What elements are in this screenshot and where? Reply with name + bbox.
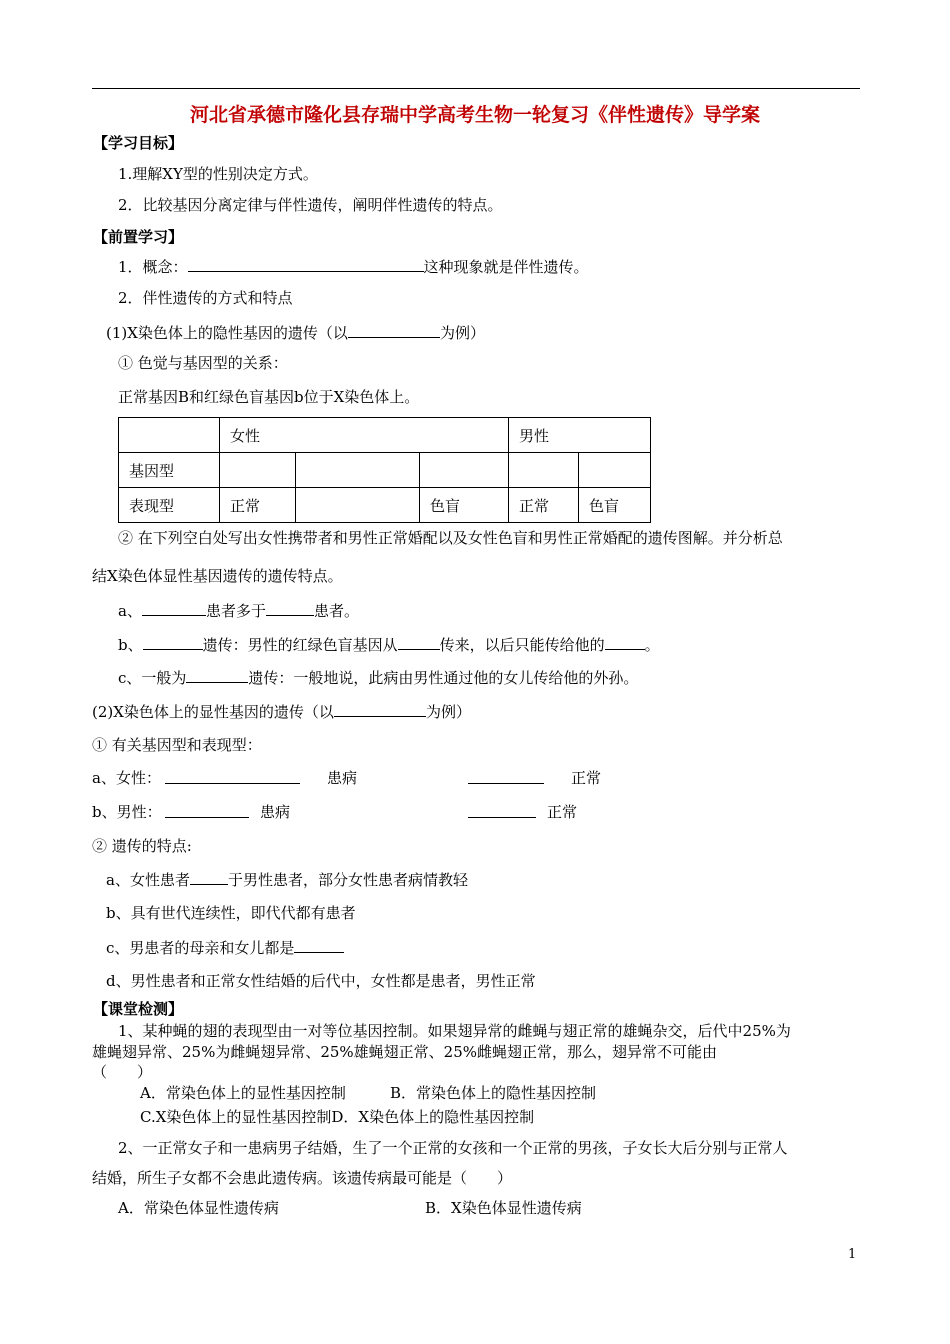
trait-b-mid2: 传来，以后只能传给他的 — [439, 636, 605, 654]
part-1-line — [106, 322, 485, 343]
concept-line — [118, 256, 589, 277]
item-2-line: 2．伴性遗传的方式和特点 — [118, 289, 293, 307]
dominant-trait-a — [106, 869, 468, 890]
genotype-cell[interactable] — [420, 453, 509, 488]
phenotype-cell: 色盲 — [420, 488, 509, 523]
female-label: a、女性： — [92, 769, 161, 787]
heading-preview-text: 【前置学习】 — [93, 228, 184, 246]
dominant-trait-a-suffix: 于男性患者，部分女性患者病情教轻 — [227, 871, 468, 889]
header-rule — [92, 88, 860, 89]
goal-item-2: 2．比较基因分离定律与伴性遗传，阐明伴性遗传的特点。 — [118, 196, 503, 214]
male-normal-label: 正常 — [547, 803, 578, 821]
part-2-prefix: (2)X染色体上的显性基因的遗传（以 — [92, 703, 334, 721]
trait-b-blank-1[interactable] — [143, 634, 203, 650]
genotype-cell[interactable] — [296, 453, 420, 488]
phenotype-cell: 正常 — [220, 488, 296, 523]
trait-a-mid: 患者多于 — [205, 602, 266, 620]
phenotype-cell: 正常 — [509, 488, 579, 523]
question-1-answer-paren[interactable]: （ ） — [92, 1063, 153, 1081]
question-1-option-a[interactable]: A．常染色体上的显性基因控制 — [140, 1084, 346, 1102]
goal-item-1: 1.理解XY型的性别决定方式。 — [118, 165, 318, 183]
phenotype-cell: 色盲 — [579, 488, 651, 523]
question-2-line-1: 2、一正常女子和一患病男子结婚，生了一个正常的女孩和一个正常的男孩，子女长大后分别与正常人 — [118, 1139, 788, 1157]
male-label: b、男性： — [92, 803, 162, 821]
question-1-line-2: 雄蝇翅异常、25%为雌蝇翅异常、25%雄蝇翅正常、25%雌蝇翅正常，那么，翅异常不可能由 — [92, 1043, 718, 1061]
heading-learning-goals: 【学习目标】 — [93, 134, 184, 152]
dominant-trait-c-prefix: c、男患者的母亲和女儿都是 — [106, 939, 295, 957]
part-1-blank[interactable] — [348, 322, 440, 338]
instruction-line-1: ② 在下列空白处写出女性携带者和男性正常婚配以及女性色盲和男性正常婚配的遗传图解。并分析总 — [118, 529, 783, 547]
trait-b-mid: 遗传：男性的红绿色盲基因从 — [202, 636, 398, 654]
part-2-suffix: 为例） — [425, 703, 471, 721]
trait-c-prefix: c、一般为 — [118, 669, 187, 687]
heading-class-check: 【课堂检测】 — [93, 1000, 184, 1018]
table-corner-cell — [119, 418, 220, 453]
female-sick-label: 患病 — [327, 769, 358, 787]
inheritance-traits-heading: ② 遗传的特点: — [92, 837, 192, 855]
dominant-trait-a-blank[interactable] — [190, 869, 228, 885]
part-2-blank[interactable] — [334, 701, 426, 717]
heading-preview — [93, 227, 183, 247]
female-sick-blank[interactable] — [165, 768, 300, 784]
trait-b-prefix: b、 — [118, 636, 143, 654]
concept-blank[interactable] — [188, 256, 424, 272]
question-1-option-b[interactable]: B．常染色体上的隐性基因控制 — [390, 1084, 597, 1102]
trait-c-line — [118, 667, 638, 688]
document-title: 河北省承德市隆化县存瑞中学高考生物一轮复习《伴性遗传》导学案 — [189, 104, 760, 126]
question-1-options-cd[interactable]: C.X染色体上的显性基因控制D．X染色体上的隐性基因控制 — [140, 1108, 535, 1126]
trait-b-line — [118, 634, 660, 655]
trait-a-line — [118, 600, 359, 621]
table-row-genotype-label: 基因型 — [119, 453, 220, 488]
dominant-trait-c — [106, 937, 344, 958]
table-row-phenotype-label: 表现型 — [119, 488, 220, 523]
male-sick-blank[interactable] — [165, 802, 249, 818]
trait-b-blank-2[interactable] — [398, 634, 440, 650]
part-1-prefix: (1)X染色体上的隐性基因的遗传（以 — [106, 324, 348, 342]
question-2-option-b[interactable]: B．X染色体显性遗传病 — [425, 1199, 582, 1217]
dominant-trait-c-blank[interactable] — [294, 937, 344, 953]
part-2-line — [92, 701, 471, 722]
color-vision-heading: ① 色觉与基因型的关系： — [118, 354, 288, 372]
trait-b-suffix: 。 — [644, 636, 660, 654]
concept-suffix: 这种现象就是伴性遗传。 — [423, 258, 589, 276]
trait-a-blank-1[interactable] — [142, 600, 206, 616]
trait-a-prefix: a、 — [118, 602, 142, 620]
question-1-line-1: 1、某种蝇的翅的表现型由一对等位基因控制。如果翅异常的雌蝇与翅正常的雄蝇杂交，后代中25%为 — [118, 1022, 791, 1040]
genotype-cell[interactable] — [220, 453, 296, 488]
genotype-table — [118, 417, 651, 523]
genotype-cell[interactable] — [509, 453, 579, 488]
instruction-line-2: 结X染色体显性基因遗传的遗传特点。 — [92, 567, 343, 585]
female-normal-blank[interactable] — [468, 768, 544, 784]
question-2-option-a[interactable]: A．常染色体显性遗传病 — [118, 1199, 279, 1217]
question-2-line-2: 结婚，所生子女都不会患此遗传病。该遗传病最可能是（ ） — [92, 1169, 513, 1187]
genotype-phenotype-heading: ① 有关基因型和表现型： — [92, 736, 262, 754]
male-sick-label: 患病 — [260, 803, 291, 821]
female-normal-label: 正常 — [571, 769, 602, 787]
part-1-suffix: 为例） — [439, 324, 485, 342]
table-header-female: 女性 — [220, 418, 509, 453]
page-number: 1 — [848, 1247, 857, 1262]
table-header-male: 男性 — [509, 418, 651, 453]
dominant-trait-d: d、男性患者和正常女性结婚的后代中，女性都是患者，男性正常 — [106, 972, 536, 990]
concept-prefix: 1．概念： — [118, 258, 188, 276]
color-vision-note: 正常基因B和红绿色盲基因b位于X染色体上。 — [118, 388, 420, 406]
dominant-trait-b: b、具有世代连续性，即代代都有患者 — [106, 904, 356, 922]
trait-c-suffix: 遗传：一般地说，此病由男性通过他的女儿传给他的外孙。 — [248, 669, 639, 687]
trait-b-blank-3[interactable] — [605, 634, 645, 650]
male-normal-blank[interactable] — [468, 802, 536, 818]
trait-a-blank-2[interactable] — [266, 600, 314, 616]
trait-c-blank[interactable] — [186, 667, 248, 683]
trait-a-suffix: 患者。 — [313, 602, 359, 620]
genotype-cell[interactable] — [579, 453, 651, 488]
dominant-trait-a-prefix: a、女性患者 — [106, 871, 190, 889]
phenotype-cell — [296, 488, 420, 523]
